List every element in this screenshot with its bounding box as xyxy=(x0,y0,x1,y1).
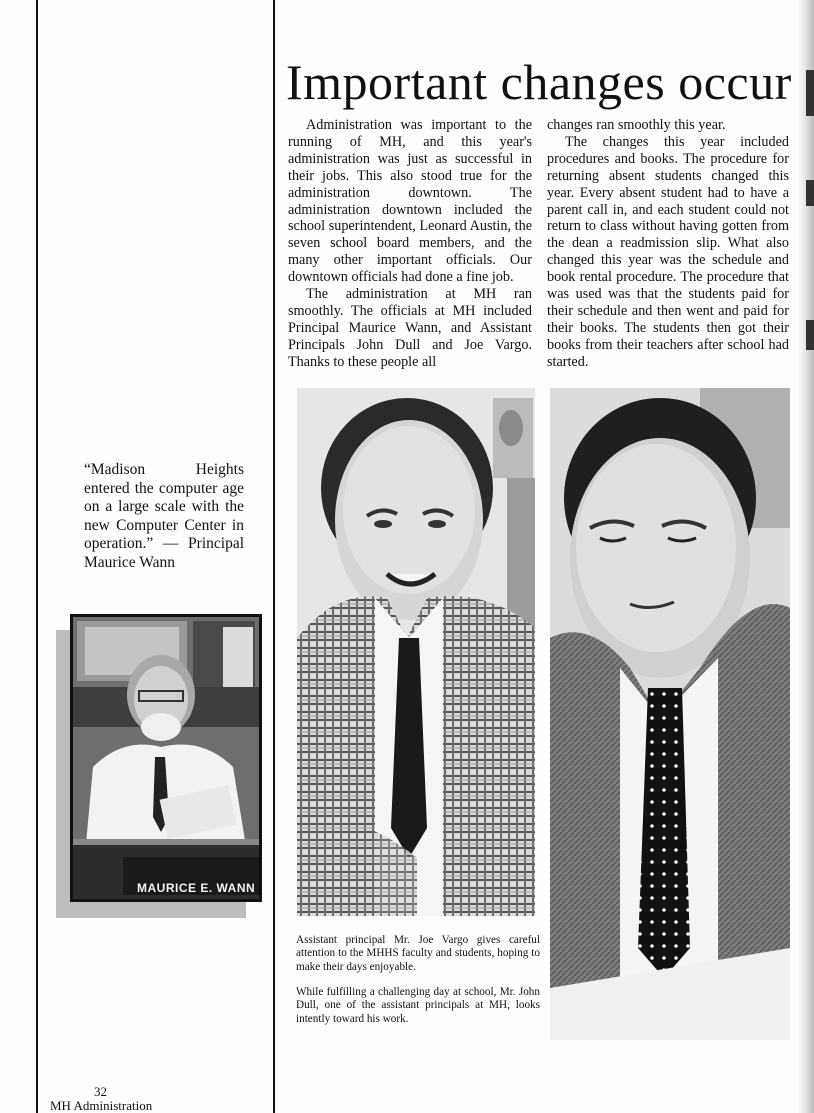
center-column-rule xyxy=(273,0,275,1113)
photo-john-dull-image xyxy=(550,388,790,1040)
page-number: 32 xyxy=(94,1084,107,1099)
photo-caption: Assistant principal Mr. Joe Vargo gives careful attention to the MHHS faculty and students, hoping to make their days enjoyable. xyxy=(296,934,540,973)
photo-principal-wann-image xyxy=(73,617,259,899)
article-column-right xyxy=(547,117,789,371)
scan-edge-mark xyxy=(806,70,814,116)
article-column-left xyxy=(288,117,532,371)
left-column-rule xyxy=(36,0,38,1113)
article-paragraph: The changes this year included procedures and books. The procedure for returning absent students changed this year. Every absent student had to have a parent call in, and each student could not return to class without having gotten from the dean a readmission slip. What also changed this year was the schedule and book rental procedure. The procedure that was used was that the students paid for their schedule and then went and paid for their books. The students then got their books from their teachers after school had started. xyxy=(547,133,789,370)
photo-principal-wann xyxy=(70,614,262,902)
photo-joe-vargo-image xyxy=(297,388,535,916)
desk-nameplate: MAURICE E. WANN xyxy=(137,881,256,895)
photo-caption: While fulfilling a challenging day at school, Mr. John Dull, one of the assistant principals at MH, looks intently toward his work. xyxy=(296,986,540,1025)
photo-john-dull xyxy=(550,388,790,1040)
article-paragraph: The administration at MH ran smoothly. The officials at MH included Principal Maurice Wann, and Assistant Principals John Dull and Joe Vargo. Thanks to these people all xyxy=(288,286,532,370)
scan-edge-mark xyxy=(806,180,814,206)
article-paragraph: Administration was important to the running of MH, and this year's administration was just as successful in their jobs. This also stood true for the administration downtown. The administration downtown included the school superintendent, Leonard Austin, the seven school board members, and the many other important officials. Our downtown officials had done a fine job. xyxy=(288,117,532,286)
article-paragraph: changes ran smoothly this year. xyxy=(547,117,726,133)
scan-edge-shadow xyxy=(798,0,814,1113)
photo-joe-vargo xyxy=(297,388,535,916)
scan-edge-mark xyxy=(806,320,814,350)
page-headline: Important changes occur xyxy=(286,54,792,110)
pull-quote: “Madison Heights entered the computer age on a large scale with the new Computer Center in operation.” — Principal Maurice Wann xyxy=(84,461,244,571)
section-label: MH Administration xyxy=(50,1098,153,1113)
